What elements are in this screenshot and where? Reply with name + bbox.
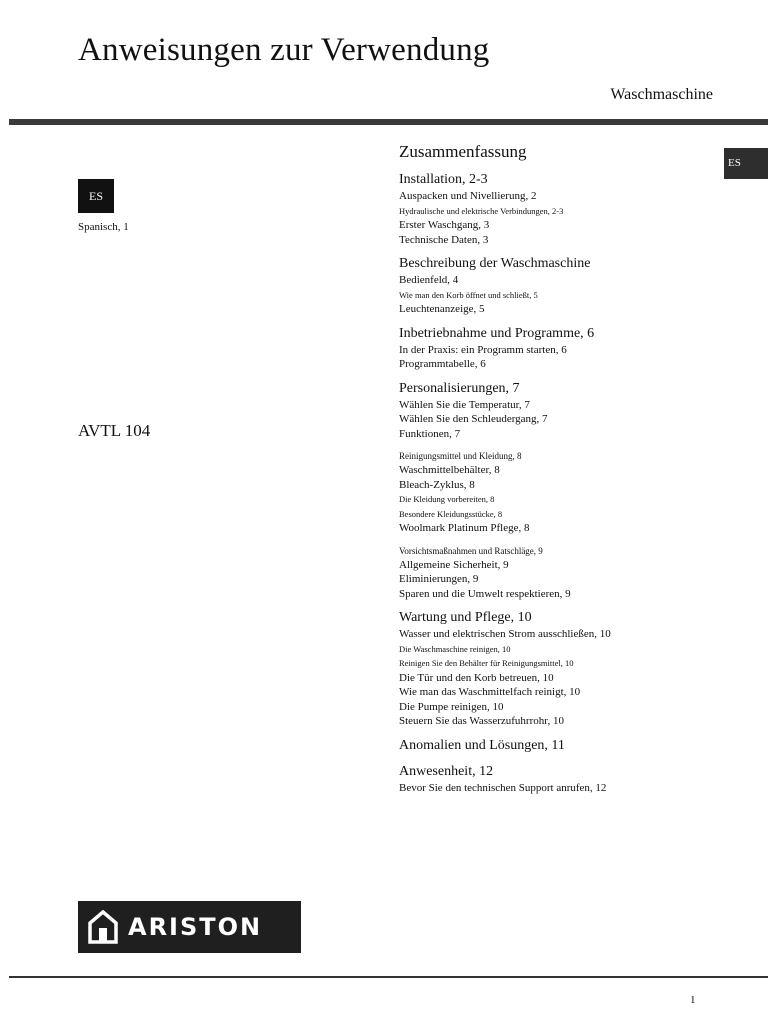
document-subtitle: Waschmaschine [610, 86, 713, 103]
toc-item[interactable]: Hydraulische und elektrische Verbindungen, 2-3 [399, 205, 564, 216]
toc-item[interactable]: Wie man das Waschmittelfach reinigt, 10 [399, 686, 581, 698]
model-number: AVTL 104 [78, 421, 151, 440]
toc-section-title[interactable]: Wartung und Pflege, 10 [399, 610, 532, 625]
logo-text: ARISTON [128, 913, 263, 941]
ariston-logo [78, 901, 301, 953]
toc-item[interactable]: Technische Daten, 3 [399, 233, 489, 246]
toc-section [399, 171, 759, 247]
toc-section [399, 325, 759, 372]
toc-item[interactable]: Bevor Sie den technischen Support anrufen, 12 [399, 781, 607, 794]
toc-section-title[interactable]: Personalisierungen, 7 [399, 380, 520, 396]
toc-section-title[interactable]: Reinigungsmittel und Kleidung, 8 [399, 451, 522, 461]
toc-item[interactable]: Auspacken und Nivellierung, 2 [399, 190, 537, 202]
toc-item[interactable]: Die Waschmaschine reinigen, 10 [399, 643, 511, 654]
toc-section [399, 544, 759, 602]
toc-sections [399, 171, 759, 795]
toc-item[interactable]: Reinigen Sie den Behälter für Reinigungsmittel, 10 [399, 658, 574, 668]
toc-item[interactable]: Leuchtenanzeige, 5 [399, 303, 485, 315]
house-icon [88, 910, 118, 944]
toc-item[interactable]: Sparen und die Umwelt respektieren, 9 [399, 587, 571, 600]
toc-item[interactable]: Wählen Sie die Temperatur, 7 [399, 398, 530, 411]
language-badge: ES [78, 179, 114, 213]
toc-item[interactable]: Die Kleidung vorbereiten, 8 [399, 494, 495, 504]
toc-item[interactable]: Besondere Kleidungsstücke, 8 [399, 508, 503, 519]
toc-item[interactable]: Wählen Sie den Schleudergang, 7 [399, 413, 548, 425]
table-of-contents [399, 141, 759, 803]
toc-item[interactable]: Erster Waschgang, 3 [399, 219, 490, 231]
toc-section-title[interactable]: Inbetriebnahme und Programme, 6 [399, 325, 595, 341]
toc-item[interactable]: Funktionen, 7 [399, 427, 461, 440]
top-divider [9, 119, 768, 125]
toc-section [399, 255, 759, 317]
toc-section [399, 737, 759, 755]
toc-section-title[interactable]: Anwesenheit, 12 [399, 763, 494, 779]
toc-item[interactable]: Programmtabelle, 6 [399, 358, 486, 370]
toc-item[interactable]: Die Tür und den Korb betreuen, 10 [399, 671, 554, 684]
toc-item[interactable]: Bedienfeld, 4 [399, 274, 459, 286]
page-title: Anweisungen zur Verwendung [78, 32, 490, 68]
bottom-divider [9, 976, 768, 978]
toc-item[interactable]: Eliminierungen, 9 [399, 573, 479, 585]
toc-item[interactable]: Bleach-Zyklus, 8 [399, 478, 475, 491]
toc-item[interactable]: Waschmittelbehälter, 8 [399, 464, 500, 476]
page-number: 1 [690, 994, 696, 1006]
toc-section-title[interactable]: Installation, 2-3 [399, 172, 488, 187]
toc-section-title[interactable]: Vorsichtsmaßnahmen und Ratschläge, 9 [399, 545, 543, 556]
toc-section [399, 763, 759, 796]
language-label: Spanisch, 1 [78, 221, 129, 233]
toc-item[interactable]: Woolmark Platinum Pflege, 8 [399, 522, 530, 534]
language-tab[interactable]: ES [724, 148, 768, 179]
toc-item[interactable]: Wasser und elektrischen Strom ausschließen, 10 [399, 628, 611, 640]
toc-section [399, 609, 759, 729]
toc-section [399, 380, 759, 442]
toc-section-title[interactable]: Anomalien und Lösungen, 11 [399, 737, 565, 753]
toc-item[interactable]: In der Praxis: ein Programm starten, 6 [399, 343, 567, 356]
toc-section [399, 449, 759, 536]
toc-section-title[interactable]: Beschreibung der Waschmaschine [399, 256, 591, 271]
toc-item[interactable]: Steuern Sie das Wasserzufuhrrohr, 10 [399, 715, 564, 727]
toc-item[interactable]: Allgemeine Sicherheit, 9 [399, 558, 509, 571]
toc-item[interactable]: Die Pumpe reinigen, 10 [399, 700, 504, 713]
toc-item[interactable]: Wie man den Korb öffnet und schließt, 5 [399, 289, 538, 300]
toc-heading: Zusammenfassung [399, 142, 527, 161]
